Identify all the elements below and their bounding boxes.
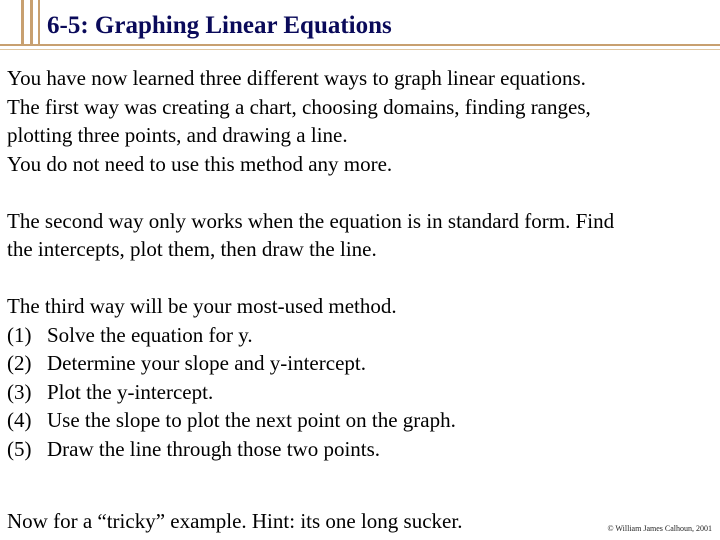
step-number: (4): [7, 408, 32, 432]
decorative-line: [38, 0, 40, 46]
list-item: [7, 378, 713, 407]
step-text: Use the slope to plot the next point on the graph.: [47, 408, 456, 432]
closing-text: Now for a “tricky” example. Hint: its one long sucker.: [7, 509, 463, 533]
intro-text: You have now learned three different ways to graph linear equations.: [7, 66, 586, 90]
step-number: (5): [7, 436, 32, 461]
decorative-line: [21, 0, 24, 46]
step-text: Determine your slope and y-intercept.: [47, 351, 366, 375]
list-item: [7, 321, 713, 350]
step-text: Plot the y-intercept.: [47, 379, 214, 404]
slide-body: [7, 64, 713, 463]
steps-list: [7, 321, 713, 464]
second-way-line-2: the intercepts, plot them, then draw the line.: [7, 237, 377, 261]
title-rule-thin: [0, 49, 720, 50]
copyright-notice: © William James Calhoun, 2001: [607, 524, 712, 533]
decorative-line: [30, 0, 33, 46]
list-item: [7, 349, 713, 378]
step-text: Solve the equation for y.: [47, 322, 253, 347]
spacer: [7, 264, 713, 293]
second-way-line-1: The second way only works when the equation is in standard form. Find: [7, 208, 615, 233]
third-way-intro: The third way will be your most-used method.: [7, 294, 397, 318]
first-way-line-3: You do not need to use this method any more.: [7, 151, 393, 176]
spacer: [7, 178, 713, 207]
first-way-line-2: plotting three points, and drawing a line.: [7, 123, 348, 147]
step-text: Draw the line through those two points.: [47, 436, 381, 461]
step-number: (3): [7, 379, 32, 404]
first-way-line-1: The first way was creating a chart, choosing domains, finding ranges,: [7, 94, 591, 119]
list-item: [7, 435, 713, 464]
slide-title: 6-5: Graphing Linear Equations: [47, 12, 392, 39]
step-number: (2): [7, 351, 32, 375]
title-rule: [0, 44, 720, 46]
list-item: [7, 406, 713, 435]
step-number: (1): [7, 322, 32, 347]
